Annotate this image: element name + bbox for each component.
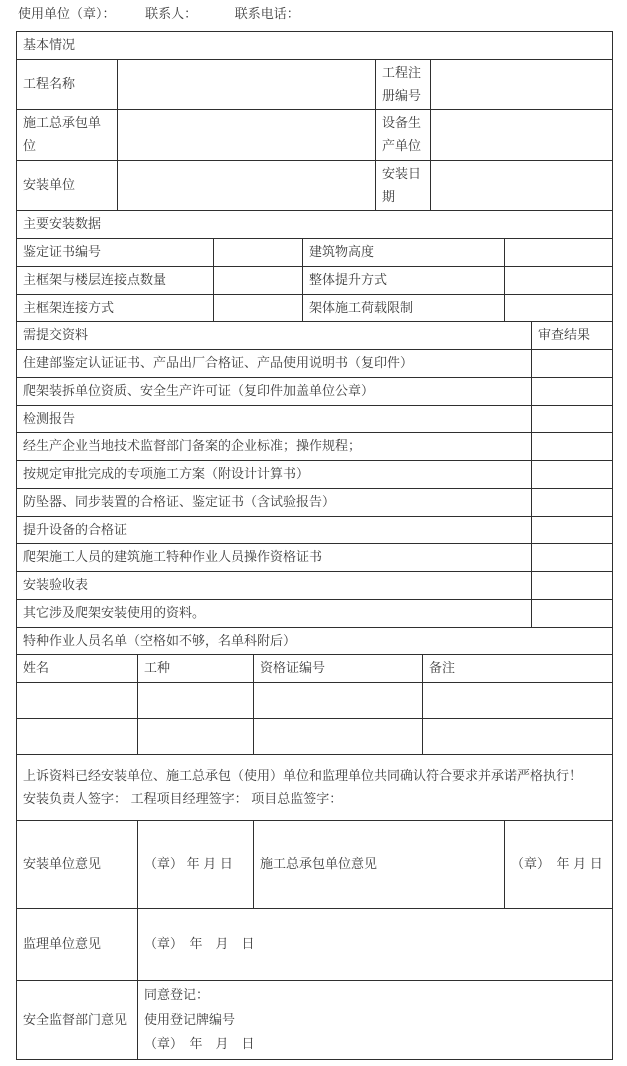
material-item: 按规定审批完成的专项施工方案（附设计计算书） <box>17 461 532 489</box>
equipment-maker-label: 设备生产单位 <box>376 110 431 161</box>
supervisor-opinion-label: 监理单位意见 <box>17 909 138 981</box>
contractor-opinion-label: 施工总承包单位意见 <box>254 821 505 909</box>
review-result-cell[interactable] <box>532 599 613 627</box>
install-row-connection-type <box>17 294 613 322</box>
personnel-title-row <box>17 627 613 655</box>
phone-label: 联系电话： <box>234 6 300 21</box>
building-height-label: 建筑物高度 <box>303 239 505 267</box>
material-row <box>17 599 613 627</box>
personnel-header-row <box>17 655 613 683</box>
basic-row-project <box>17 59 613 110</box>
personnel-col-remark: 备注 <box>423 655 613 683</box>
install-unit-label: 安装单位 <box>17 160 118 211</box>
material-row <box>17 516 613 544</box>
project-reg-no-label: 工程注册编号 <box>376 59 431 110</box>
lifting-method-label: 整体提升方式 <box>303 266 505 294</box>
opinions-row-1 <box>17 821 613 909</box>
load-limit-label: 架体施工荷载限制 <box>303 294 505 322</box>
personnel-cert-cell[interactable] <box>254 683 423 719</box>
basic-section-title: 基本情况 <box>17 32 613 60</box>
material-item: 爬架施工人员的建筑施工特种作业人员操作资格证书 <box>17 544 532 572</box>
material-item: 防坠器、同步装置的合格证、鉴定证书（含试验报告） <box>17 488 532 516</box>
personnel-row <box>17 719 613 755</box>
basic-row-installer <box>17 160 613 211</box>
general-contractor-value[interactable] <box>118 110 376 161</box>
review-result-cell[interactable] <box>532 544 613 572</box>
review-result-header: 审查结果 <box>532 322 613 350</box>
material-row <box>17 572 613 600</box>
material-row <box>17 433 613 461</box>
personnel-trade-cell[interactable] <box>138 719 254 755</box>
cert-no-label: 鉴定证书编号 <box>17 239 214 267</box>
contact-label: 联系人： <box>145 6 198 21</box>
review-result-cell[interactable] <box>532 433 613 461</box>
commitment-row <box>17 755 613 821</box>
commitment-cell <box>17 755 613 821</box>
commitment-statement: 上诉资料已经安装单位、施工总承包（使用）单位和监理单位共同确认符合要求并承诺严格执行！ <box>23 767 583 783</box>
review-result-cell[interactable] <box>532 350 613 378</box>
personnel-remark-cell[interactable] <box>423 683 613 719</box>
form-table <box>16 31 613 1060</box>
opinions-row-safety <box>17 981 613 1060</box>
section-basic-title-row <box>17 32 613 60</box>
project-name-value[interactable] <box>118 59 376 110</box>
material-row <box>17 350 613 378</box>
contractor-opinion-stamp[interactable]: （章） 年 月 日 <box>505 821 613 909</box>
frame-connection-value[interactable] <box>214 294 303 322</box>
personnel-trade-cell[interactable] <box>138 683 254 719</box>
load-limit-value[interactable] <box>505 294 613 322</box>
cert-no-value[interactable] <box>214 239 303 267</box>
signature-line: 安装负责人签字： 工程项目经理签字： 项目总监签字： <box>23 790 343 806</box>
safety-opinion-label: 安全监督部门意见 <box>17 981 138 1060</box>
install-date-label: 安装日期 <box>376 160 431 211</box>
material-row <box>17 405 613 433</box>
materials-header-row <box>17 322 613 350</box>
personnel-cert-cell[interactable] <box>254 719 423 755</box>
personnel-title: 特种作业人员名单（空格如不够，名单科附后） <box>17 627 613 655</box>
frame-floor-points-label: 主框架与楼层连接点数量 <box>17 266 214 294</box>
install-opinion-label: 安装单位意见 <box>17 821 138 909</box>
equipment-maker-value[interactable] <box>431 110 613 161</box>
install-row-cert <box>17 239 613 267</box>
material-item: 爬架装拆单位资质、安全生产许可证（复印件加盖单位公章） <box>17 377 532 405</box>
materials-title: 需提交资料 <box>17 322 532 350</box>
material-item: 安装验收表 <box>17 572 532 600</box>
personnel-remark-cell[interactable] <box>423 719 613 755</box>
building-height-value[interactable] <box>505 239 613 267</box>
review-result-cell[interactable] <box>532 488 613 516</box>
project-reg-no-value[interactable] <box>431 59 613 110</box>
material-item: 经生产企业当地技术监督部门备案的企业标准；操作规程； <box>17 433 532 461</box>
safety-agree-line: 同意登记： <box>144 987 210 1002</box>
frame-connection-label: 主框架连接方式 <box>17 294 214 322</box>
section-install-title-row <box>17 211 613 239</box>
review-result-cell[interactable] <box>532 516 613 544</box>
install-row-connections <box>17 266 613 294</box>
review-result-cell[interactable] <box>532 405 613 433</box>
use-unit-label: 使用单位（章）： <box>18 6 116 21</box>
material-item: 提升设备的合格证 <box>17 516 532 544</box>
opinions-row-supervisor <box>17 909 613 981</box>
safety-opinion-cell[interactable] <box>138 981 613 1060</box>
basic-row-contractor <box>17 110 613 161</box>
safety-stamp-line: （章） 年 月 日 <box>144 1036 255 1052</box>
supervisor-opinion-stamp[interactable]: （章） 年 月 日 <box>138 909 613 981</box>
review-result-cell[interactable] <box>532 461 613 489</box>
material-item: 其它涉及爬架安装使用的资料。 <box>17 599 532 627</box>
review-result-cell[interactable] <box>532 572 613 600</box>
review-result-cell[interactable] <box>532 377 613 405</box>
personnel-name-cell[interactable] <box>17 683 138 719</box>
personnel-col-trade: 工种 <box>138 655 254 683</box>
personnel-col-cert: 资格证编号 <box>254 655 423 683</box>
install-opinion-stamp[interactable]: （章） 年 月 日 <box>138 821 254 909</box>
material-row <box>17 377 613 405</box>
general-contractor-label: 施工总承包单位 <box>17 110 118 161</box>
material-item: 检测报告 <box>17 405 532 433</box>
install-date-value[interactable] <box>431 160 613 211</box>
personnel-name-cell[interactable] <box>17 719 138 755</box>
material-row <box>17 461 613 489</box>
frame-floor-points-value[interactable] <box>214 266 303 294</box>
install-unit-value[interactable] <box>118 160 376 211</box>
project-name-label: 工程名称 <box>17 59 118 110</box>
material-row <box>17 488 613 516</box>
personnel-col-name: 姓名 <box>17 655 138 683</box>
install-section-title: 主要安装数据 <box>17 211 613 239</box>
safety-license-no-line: 使用登记牌编号 <box>144 1011 236 1027</box>
material-row <box>17 544 613 572</box>
doc-header-line <box>18 5 612 23</box>
personnel-row <box>17 683 613 719</box>
lifting-method-value[interactable] <box>505 266 613 294</box>
material-item: 住建部鉴定认证证书、产品出厂合格证、产品使用说明书（复印件） <box>17 350 532 378</box>
